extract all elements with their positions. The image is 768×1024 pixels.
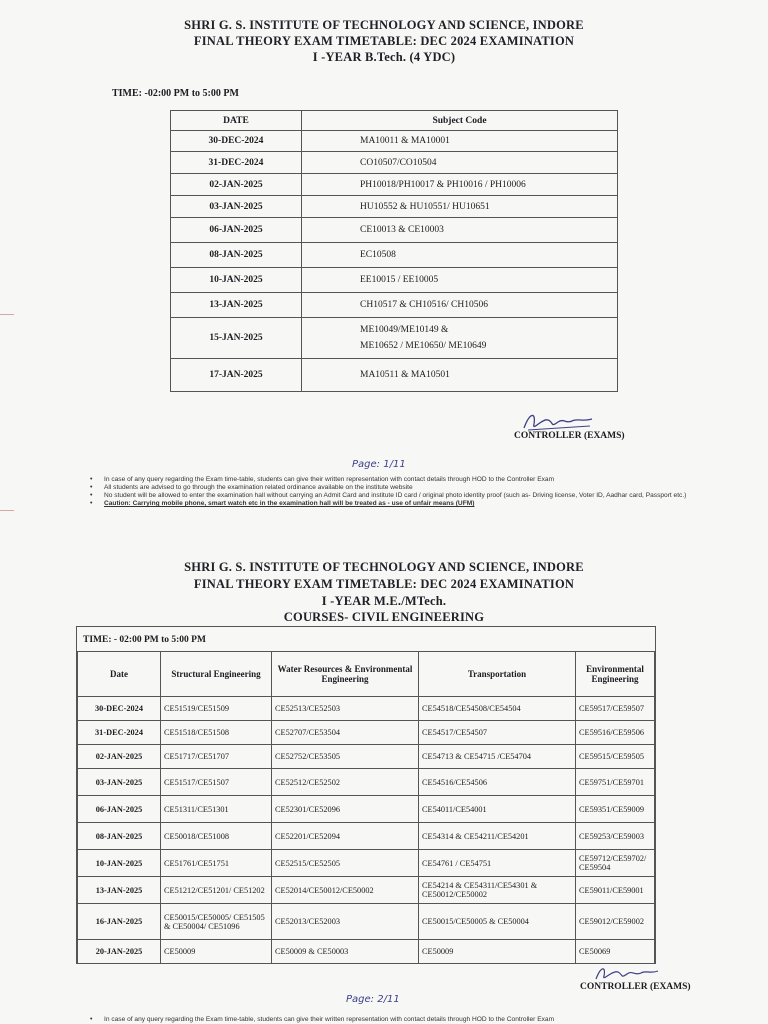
water-resources-code: CE52752/CE53505 <box>272 745 419 769</box>
table-row <box>78 796 655 823</box>
subject-code <box>302 318 618 359</box>
subject-code-line: ME10049/ME10149 & <box>360 325 449 335</box>
table-row <box>78 877 655 904</box>
water-resources-code: CE52201/CE52094 <box>272 823 419 850</box>
exam-date: 08-JAN-2025 <box>78 823 161 850</box>
column-header-structural: Structural Engineering <box>161 652 272 697</box>
subject-code: HU10552 & HU10551/ HU10651 <box>302 196 618 218</box>
exam-date: 03-JAN-2025 <box>78 769 161 796</box>
subject-code: PH10018/PH10017 & PH10016 / PH10006 <box>302 174 618 196</box>
bullet-icon: • <box>90 492 93 499</box>
water-resources-code: CE52515/CE52505 <box>272 850 419 877</box>
exam-date: 31-DEC-2024 <box>171 152 302 174</box>
exam-date: 03-JAN-2025 <box>171 196 302 218</box>
transportation-code: CE54214 & CE54311/CE54301 & CE50012/CE50002 <box>419 877 576 904</box>
water-resources-code: CE52512/CE52502 <box>272 769 419 796</box>
exam-date: 08-JAN-2025 <box>171 243 302 268</box>
structural-code: CE50018/CE51008 <box>161 823 272 850</box>
exam-date: 06-JAN-2025 <box>171 218 302 243</box>
table-row <box>78 697 655 721</box>
note-text: No student will be allowed to enter the examination hall without carrying an Admit Card and institute ID card / original photo identity proof (such as- Driving license, Voter ID, Aadhar card, Passport etc.) <box>104 492 687 499</box>
structural-code: CE51212/CE51201/ CE51202 <box>161 877 272 904</box>
subject-code: MA10011 & MA10001 <box>302 131 618 152</box>
table-row <box>171 318 618 359</box>
sheet1-time: TIME: -02:00 PM to 5:00 PM <box>112 88 239 99</box>
exam-date: 16-JAN-2025 <box>78 904 161 940</box>
bullet-icon: • <box>90 476 93 483</box>
table-row <box>171 293 618 318</box>
column-header-transportation: Transportation <box>419 652 576 697</box>
exam-date: 02-JAN-2025 <box>78 745 161 769</box>
table-row <box>78 940 655 964</box>
bullet-icon: • <box>90 1016 93 1023</box>
exam-date: 06-JAN-2025 <box>78 796 161 823</box>
note-item <box>90 476 690 484</box>
water-resources-code: CE50009 & CE50003 <box>272 940 419 964</box>
table-header-row <box>78 652 655 697</box>
sheet2-program-title: I -YEAR M.E./MTech. <box>321 594 447 608</box>
environmental-code: CE59515/CE59505 <box>576 745 655 769</box>
table-row <box>171 243 618 268</box>
subject-code: CE10013 & CE10003 <box>302 218 618 243</box>
note-text: All students are advised to go through the examination related ordinance available on the institute website <box>104 484 413 491</box>
exam-date: 10-JAN-2025 <box>171 268 302 293</box>
page-number: 2/11 <box>377 994 400 1005</box>
page-note-label: Page: <box>346 994 375 1005</box>
table-row <box>171 196 618 218</box>
exam-date: 13-JAN-2025 <box>171 293 302 318</box>
table-row <box>171 359 618 392</box>
sheet2-page-note <box>346 994 400 1005</box>
sheet1-institute-title: SHRI G. S. INSTITUTE OF TECHNOLOGY AND SCIENCE, INDORE <box>184 18 584 32</box>
table-row <box>78 745 655 769</box>
exam-date: 10-JAN-2025 <box>78 850 161 877</box>
table-row <box>78 721 655 745</box>
sheet2-timetable <box>77 651 655 964</box>
transportation-code: CE50015/CE50005 & CE50004 <box>419 904 576 940</box>
structural-code: CE50009 <box>161 940 272 964</box>
sheet2-notes <box>90 1016 690 1024</box>
environmental-code: CE59012/CE59002 <box>576 904 655 940</box>
exam-date: 13-JAN-2025 <box>78 877 161 904</box>
environmental-code: CE59517/CE59507 <box>576 697 655 721</box>
page-note-label: Page: <box>352 459 381 470</box>
water-resources-code: CE52014/CE50012/CE50002 <box>272 877 419 904</box>
table-row <box>171 268 618 293</box>
transportation-code: CE54314 & CE54211/CE54201 <box>419 823 576 850</box>
environmental-code: CE59516/CE59506 <box>576 721 655 745</box>
bullet-icon: • <box>90 500 93 507</box>
table-row <box>171 218 618 243</box>
transportation-code: CE54517/CE54507 <box>419 721 576 745</box>
exam-date: 02-JAN-2025 <box>171 174 302 196</box>
structural-code: CE51517/CE51507 <box>161 769 272 796</box>
sheet1-timetable <box>170 110 618 392</box>
column-header-date: Date <box>78 652 161 697</box>
environmental-code: CE59253/CE59003 <box>576 823 655 850</box>
exam-date: 30-DEC-2024 <box>171 131 302 152</box>
transportation-code: CE50009 <box>419 940 576 964</box>
table-header-row <box>171 111 618 131</box>
table-row <box>78 823 655 850</box>
subject-code: EC10508 <box>302 243 618 268</box>
sheet1-timetable-title: FINAL THEORY EXAM TIMETABLE: DEC 2024 EXAMINATION <box>193 34 575 48</box>
column-header-subject: Subject Code <box>302 111 618 131</box>
sheet2-signature: CONTROLLER (EXAMS) <box>580 982 691 992</box>
subject-code: CH10517 & CH10516/ CH10506 <box>302 293 618 318</box>
sheet1-program-title: I -YEAR B.Tech. (4 YDC) <box>312 50 456 64</box>
environmental-code: CE59351/CE59009 <box>576 796 655 823</box>
transportation-code: CE54713 & CE54715 /CE54704 <box>419 745 576 769</box>
scan-edge-mark <box>0 314 14 315</box>
note-text: In case of any query regarding the Exam time-table, students can give their written representation with contact details through HOD to the Controller Exam <box>104 476 555 483</box>
structural-code: CE50015/CE50005/ CE51505 & CE50004/ CE51096 <box>161 904 272 940</box>
table-row <box>78 904 655 940</box>
water-resources-code: CE52513/CE52503 <box>272 697 419 721</box>
subject-code-line: ME10652 / ME10650/ ME10649 <box>360 341 487 351</box>
note-item <box>90 500 690 508</box>
environmental-code: CE59751/CE59701 <box>576 769 655 796</box>
sheet2-course-title: COURSES- CIVIL ENGINEERING <box>283 610 485 624</box>
subject-code: CO10507/CO10504 <box>302 152 618 174</box>
table-row <box>78 769 655 796</box>
subject-code: EE10015 / EE10005 <box>302 268 618 293</box>
scan-edge-mark <box>0 510 14 511</box>
column-header-water-resources: Water Resources & Environmental Engineering <box>272 652 419 697</box>
transportation-code: CE54516/CE54506 <box>419 769 576 796</box>
sheet1-signature: CONTROLLER (EXAMS) <box>514 431 625 441</box>
sheet2-institute-title: SHRI G. S. INSTITUTE OF TECHNOLOGY AND SCIENCE, INDORE <box>184 560 584 574</box>
sheet1-notes <box>90 476 690 508</box>
structural-code: CE51518/CE51508 <box>161 721 272 745</box>
structural-code: CE51519/CE51509 <box>161 697 272 721</box>
environmental-code: CE59712/CE59702/ CE59504 <box>576 850 655 877</box>
table-row <box>78 850 655 877</box>
exam-date: 31-DEC-2024 <box>78 721 161 745</box>
exam-date: 30-DEC-2024 <box>78 697 161 721</box>
water-resources-code: CE52013/CE52003 <box>272 904 419 940</box>
structural-code: CE51761/CE51751 <box>161 850 272 877</box>
structural-code: CE51717/CE51707 <box>161 745 272 769</box>
transportation-code: CE54011/CE54001 <box>419 796 576 823</box>
signature-scribble-icon <box>592 962 662 984</box>
table-row <box>171 174 618 196</box>
bullet-icon: • <box>90 484 93 491</box>
subject-code: MA10511 & MA10501 <box>302 359 618 392</box>
exam-date: 15-JAN-2025 <box>171 318 302 359</box>
structural-code: CE51311/CE51301 <box>161 796 272 823</box>
sheet1-page-note <box>352 459 406 470</box>
note-item <box>90 484 690 492</box>
page-number: 1/11 <box>383 459 406 470</box>
column-header-environmental: Environmental Engineering <box>576 652 655 697</box>
sheet2-timetable-title: FINAL THEORY EXAM TIMETABLE: DEC 2024 EXAMINATION <box>193 577 575 591</box>
table-row <box>171 131 618 152</box>
transportation-code: CE54518/CE54508/CE54504 <box>419 697 576 721</box>
note-item <box>90 1016 690 1024</box>
exam-date: 17-JAN-2025 <box>171 359 302 392</box>
transportation-code: CE54761 / CE54751 <box>419 850 576 877</box>
exam-date: 20-JAN-2025 <box>78 940 161 964</box>
water-resources-code: CE52301/CE52096 <box>272 796 419 823</box>
environmental-code: CE59011/CE59001 <box>576 877 655 904</box>
water-resources-code: CE52707/CE53504 <box>272 721 419 745</box>
caution-text: Caution: Carrying mobile phone, smart watch etc in the examination hall will be treated as - use of unfair means (UFM) <box>104 500 475 507</box>
note-item <box>90 492 690 500</box>
note-text: In case of any query regarding the Exam time-table, students can give their written representation with contact details through HOD to the Controller Exam <box>104 1016 555 1023</box>
sheet2-time: TIME: - 02:00 PM to 5:00 PM <box>83 635 206 645</box>
table-row <box>171 152 618 174</box>
environmental-code: CE50069 <box>576 940 655 964</box>
sheet2-timetable-frame <box>76 626 656 964</box>
column-header-date: DATE <box>171 111 302 131</box>
